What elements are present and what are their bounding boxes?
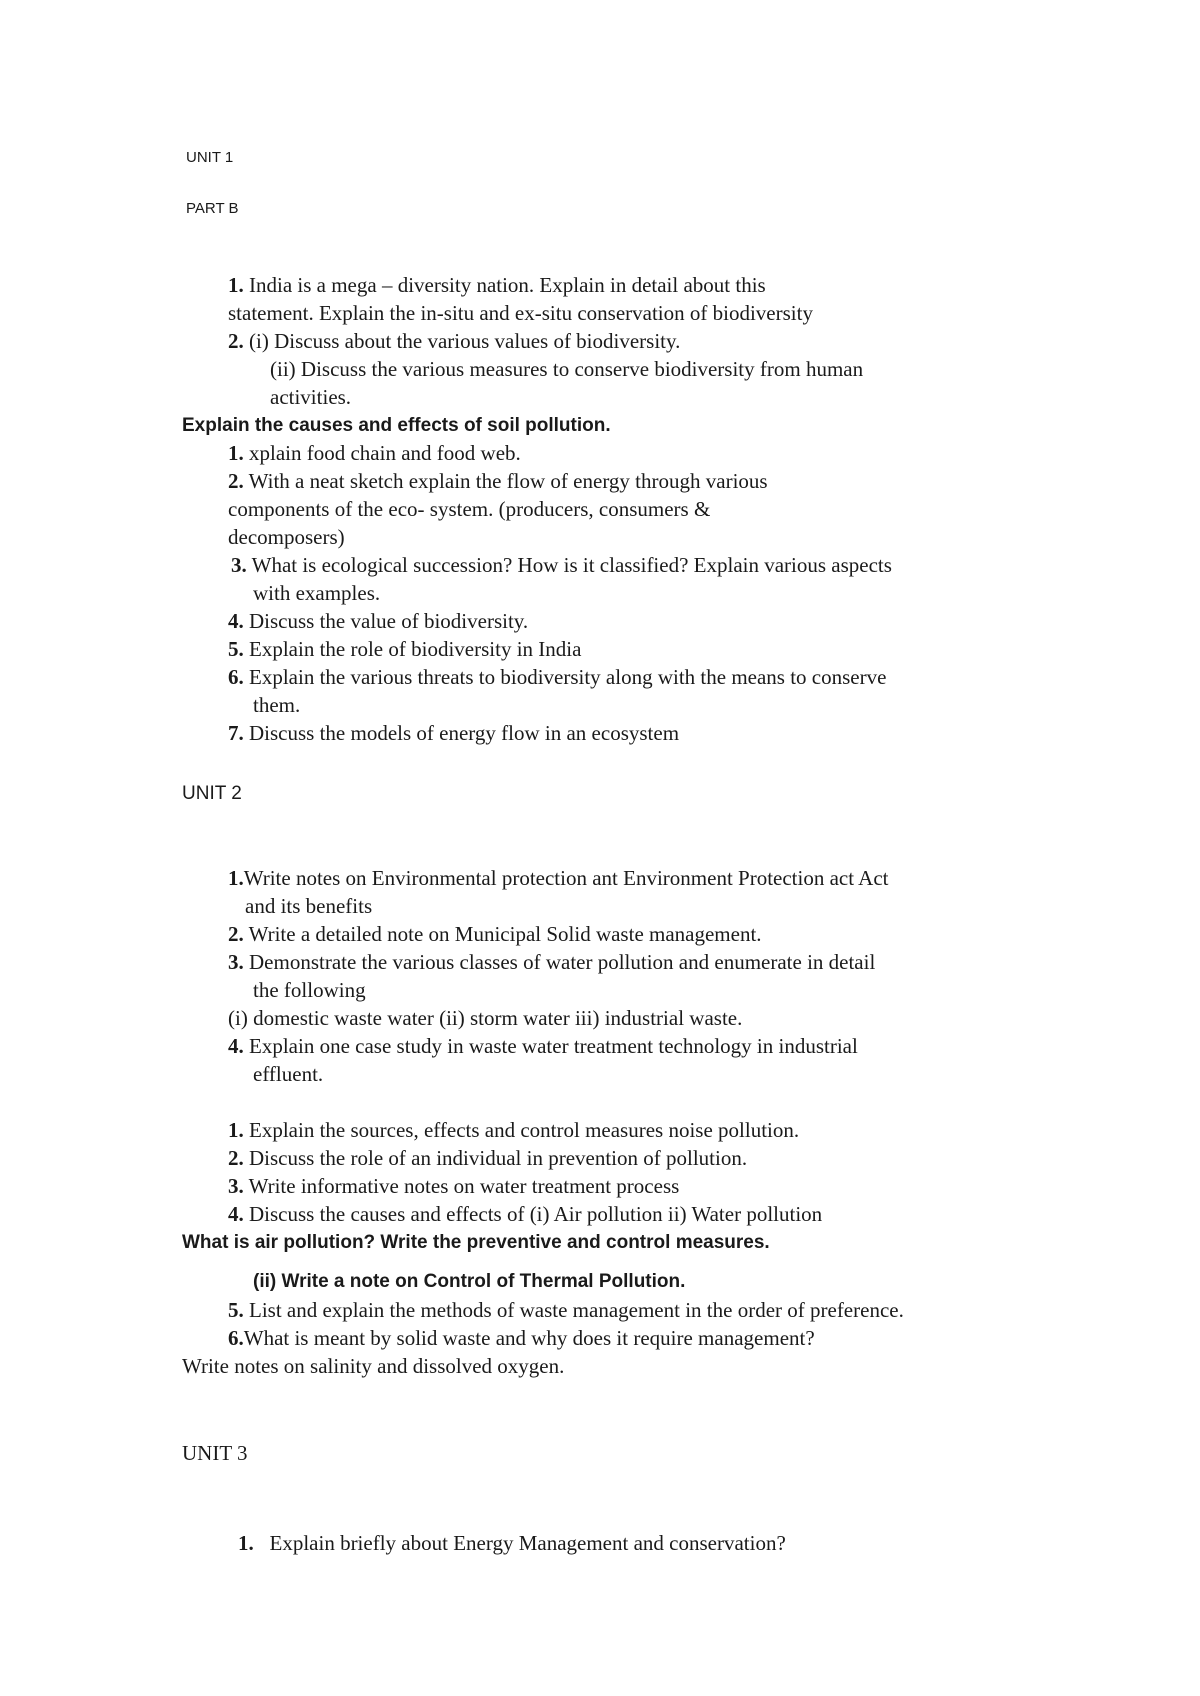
question-item: 3. Demonstrate the various classes of water pollution and enumerate in detail [228, 950, 876, 974]
unit1-part: PART B [186, 200, 239, 217]
question-item: 6.What is meant by solid waste and why does it require management? [228, 1326, 815, 1350]
question-item: 7. Discuss the models of energy flow in an ecosystem [228, 721, 680, 745]
unit3-heading: UNIT 3 [182, 1441, 248, 1465]
question-line: statement. Explain the in-situ and ex-situ conservation of biodiversity [228, 301, 813, 325]
question-line: the following [253, 978, 366, 1002]
question-item: 4. Discuss the value of biodiversity. [228, 609, 529, 633]
unit1-heading: UNIT 1 [186, 149, 234, 166]
bold-question-air: What is air pollution? Write the preventive and control measures. [182, 1232, 770, 1253]
question-line: decomposers) [228, 525, 345, 549]
bold-question-soil: Explain the causes and effects of soil pollution. [182, 415, 611, 436]
question-item: 4. Discuss the causes and effects of (i) Air pollution ii) Water pollution [228, 1202, 823, 1226]
question-item: 2. Discuss the role of an individual in prevention of pollution. [228, 1146, 748, 1170]
question-line: with examples. [253, 581, 381, 605]
question-item: 2. (i) Discuss about the various values of biodiversity. [228, 329, 681, 353]
question-item: 1. Explain the sources, effects and control measures noise pollution. [228, 1118, 800, 1142]
question-item: 1. xplain food chain and food web. [228, 441, 521, 465]
question-item: 1.Write notes on Environmental protection ant Environment Protection act Act [228, 866, 889, 890]
question-line: components of the eco- system. (producers, consumers & [228, 497, 711, 521]
question-item: 5. Explain the role of biodiversity in India [228, 637, 582, 661]
question-item: 1. Explain briefly about Energy Management and conservation? [238, 1531, 786, 1555]
unit2-heading: UNIT 2 [182, 783, 242, 804]
question-item: 4. Explain one case study in waste water treatment technology in industrial [228, 1034, 858, 1058]
question-item: 3. What is ecological succession? How is it classified? Explain various aspects [231, 553, 892, 577]
question-item: 3. Write informative notes on water treatment process [228, 1174, 680, 1198]
question-line: activities. [270, 385, 352, 409]
question-item: 6. Explain the various threats to biodiversity along with the means to conserve [228, 665, 887, 689]
question-line: Write notes on salinity and dissolved oxygen. [182, 1354, 565, 1378]
bold-question-thermal: (ii) Write a note on Control of Thermal Pollution. [253, 1271, 686, 1292]
question-line: effluent. [253, 1062, 324, 1086]
question-line: (ii) Discuss the various measures to conserve biodiversity from human [270, 357, 864, 381]
question-line: and its benefits [245, 894, 373, 918]
question-item: 2. Write a detailed note on Municipal Solid waste management. [228, 922, 762, 946]
question-item: 5. List and explain the methods of waste management in the order of preference. [228, 1298, 904, 1322]
question-item: 1. India is a mega – diversity nation. Explain in detail about this [228, 273, 766, 297]
question-line: them. [253, 693, 301, 717]
question-item: 2. With a neat sketch explain the flow of energy through various [228, 469, 768, 493]
question-line: (i) domestic waste water (ii) storm water iii) industrial waste. [228, 1006, 743, 1030]
